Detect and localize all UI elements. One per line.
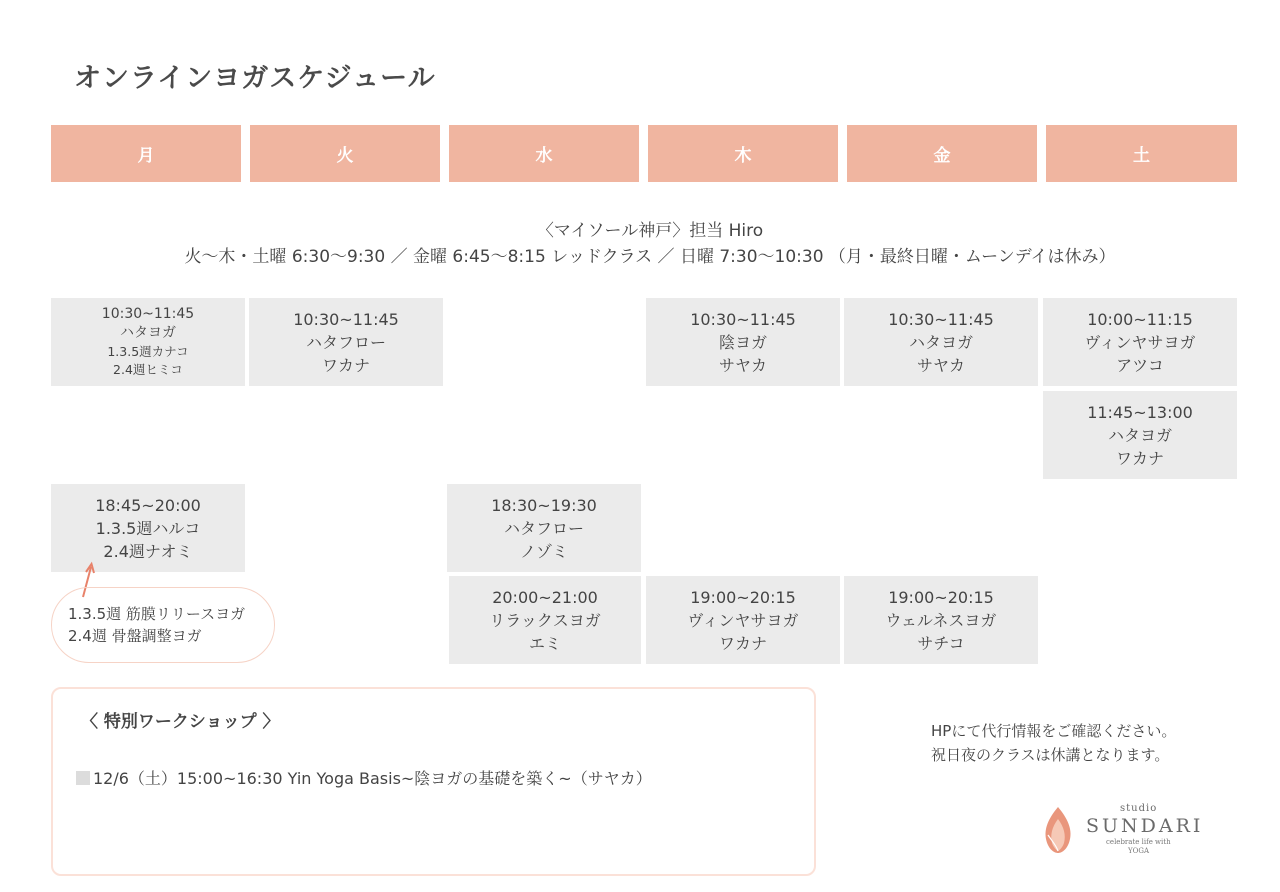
class-name: ヴィンヤサヨガ (687, 610, 799, 630)
workshop-item (76, 766, 652, 789)
class-name: ハタヨガ (908, 332, 973, 352)
studio-logo (1040, 803, 1210, 859)
day-header-thu: 木 (648, 125, 838, 182)
class-slot-sat-am1 (1043, 298, 1237, 386)
class-slot-wed-pm2 (449, 576, 641, 664)
workshop-item-text: 12/6（土）15:00~16:30 Yin Yoga Basis~陰ヨガの基礎を築く~（サヤカ） (93, 769, 652, 788)
class-slot-sat-am2 (1043, 391, 1237, 479)
day-header-sat: 土 (1046, 125, 1237, 182)
workshop-title: 〈 特別ワークショップ 〉 (81, 712, 280, 732)
class-name: 陰ヨガ (718, 332, 767, 352)
class-instructor: アツコ (1116, 355, 1164, 375)
class-instructor: ワカナ (718, 633, 767, 653)
class-name: ハタフロー (503, 518, 584, 538)
class-slot-thu-am (646, 298, 840, 386)
class-slot-wed-pm1 (447, 484, 641, 572)
page-title: オンラインヨガスケジュール (74, 63, 436, 94)
class-time: 20:00~21:00 (492, 587, 598, 607)
class-name: ウェルネスヨガ (885, 610, 997, 630)
day-header-fri: 金 (847, 125, 1037, 182)
class-instructor: ワカナ (321, 355, 370, 375)
monday-evening-note (51, 587, 275, 663)
note-line: 2.4週 骨盤調整ヨガ (68, 627, 202, 645)
class-instructor: サチコ (917, 633, 965, 653)
class-instructor: エミ (528, 633, 561, 653)
notice-line: HPにて代行情報をご確認ください。 (931, 722, 1177, 740)
class-slot-tue-am (249, 298, 443, 386)
class-name: ハタヨガ (1107, 425, 1172, 445)
class-time: 10:30~11:45 (101, 306, 195, 322)
class-name: ハタヨガ (120, 325, 176, 341)
logo-studio-text: studio (1120, 803, 1158, 814)
class-instructor: ノゾミ (519, 541, 568, 561)
logo-tagline: YOGA (1128, 847, 1150, 855)
class-instructor: ワカナ (1115, 448, 1164, 468)
class-time: 19:00~20:15 (690, 587, 796, 607)
class-time: 18:30~19:30 (491, 495, 597, 515)
mysore-info-hours: 火〜木・土曜 6:30〜9:30 ／ 金曜 6:45〜8:15 レッドクラス ／ 日曜 7:30〜10:30 （月・最終日曜・ムーンデイは休み） (184, 247, 1116, 267)
class-name: ヴィンヤサヨガ (1084, 332, 1196, 352)
mysore-info-title: 〈マイソール神戸〉担当 Hiro (536, 221, 764, 241)
class-instructor: 1.3.5週カナコ (107, 344, 189, 359)
class-slot-fri-pm (844, 576, 1038, 664)
class-instructor: サヤカ (916, 355, 965, 375)
class-name: リラックスヨガ (489, 610, 601, 630)
class-time: 11:45~13:00 (1087, 402, 1193, 422)
class-slot-mon-am (51, 298, 245, 386)
class-time: 19:00~20:15 (888, 587, 994, 607)
class-name: ハタフロー (305, 332, 386, 352)
logo-tagline: celebrate life with (1106, 838, 1171, 846)
day-header-tue: 火 (250, 125, 440, 182)
notice-line: 祝日夜のクラスは休講となります。 (931, 746, 1170, 764)
lotus-bud-icon (1040, 805, 1076, 855)
class-instructor: 2.4週ヒミコ (113, 362, 183, 377)
class-time: 10:00~11:15 (1087, 309, 1193, 329)
day-header-wed: 水 (449, 125, 639, 182)
class-instructor: サヤカ (718, 355, 767, 375)
class-time: 10:30~11:45 (690, 309, 796, 329)
square-bullet-icon (76, 771, 90, 785)
class-slot-thu-pm (646, 576, 840, 664)
class-time: 18:45~20:00 (95, 495, 201, 515)
day-header-mon: 月 (51, 125, 241, 182)
notice-text (931, 719, 1176, 767)
class-instructor: 2.4週ナオミ (103, 541, 193, 561)
class-time: 10:30~11:45 (888, 309, 994, 329)
class-time: 10:30~11:45 (293, 309, 399, 329)
logo-name-text: SUNDARI (1086, 815, 1204, 837)
class-instructor: 1.3.5週ハルコ (95, 518, 201, 538)
note-line: 1.3.5週 筋膜リリースヨガ (68, 605, 246, 623)
class-slot-fri-am (844, 298, 1038, 386)
class-slot-mon-pm (51, 484, 245, 572)
workshop-panel (51, 687, 816, 876)
